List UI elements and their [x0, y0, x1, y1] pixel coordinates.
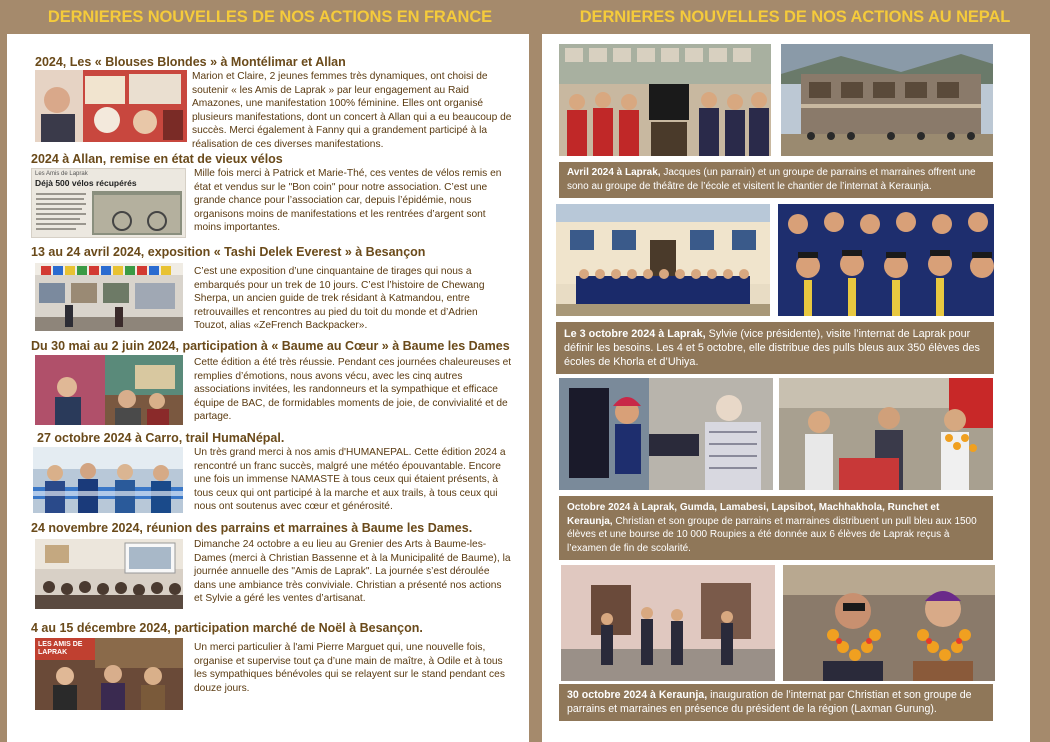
photo-reunion-parrains [35, 539, 183, 609]
caption-30-octobre-bold: 30 octobre 2024 à Keraunja, [567, 689, 708, 701]
caption-avril-bold: Avril 2024 à Laprak, [567, 167, 661, 178]
photo-remise-bourses [779, 378, 993, 490]
section-text-marche-noel: Un merci particulier à l'ami Pierre Marguet qui, une nouvelle fois, organise et supervise tout ça d’une main de maître, à Odile et à tous les sympathiques bénévoles qui se relayent sur le stand pendant ces douze jours. [194, 642, 505, 694]
caption-3-octobre-2024 [556, 322, 994, 374]
france-panel [7, 34, 529, 742]
photo-distribution-pulls [559, 378, 773, 490]
stand-banner: LES AMIS DE LAPRAK [38, 641, 83, 656]
section-title-blouses: 2024, Les « Blouses Blondes » à Montélimar et Allan [35, 55, 346, 69]
caption-avril-text: Jacques (un parrain) et un groupe de parrains et marraines offrent une sono au groupe de théâtre de l’école et visitent le chantier de l’internat à Keraunja. [567, 167, 976, 192]
photo-baume-au-coeur [35, 355, 183, 425]
photo-trail-humanepal [33, 447, 183, 513]
photo-inauguration-colliers [783, 565, 995, 681]
section-title-carro: 27 octobre 2024 à Carro, trail HumaNépal. [37, 431, 285, 445]
clipping-title: Déjà 500 vélos récupérés [35, 178, 137, 188]
caption-avril-2024 [559, 162, 993, 198]
clipping-header: Les Amis de Laprak [35, 171, 88, 177]
caption-3-octobre-bold: Le 3 octobre 2024 à Laprak, [564, 328, 706, 340]
section-text-reunion: Dimanche 24 octobre a eu lieu au Grenier des Arts à Baume-les-Dames (merci à Christian Bassenne et à la Municipalité de Baume), la journée annuelle des "Amis de Laprak". La journée s’est déroulée dans une ambiance très conviviale. Christian a présenté nos actions et Sylvie a géré les ventes d’artisanat. [194, 539, 511, 605]
section-text-exposition: C’est une exposition d’une cinquantaine de tirages qui nous a embarqués pour un trek de 10 jours. C’est l’histoire de Chewang Sherpa, un ancien guide de trek résidant à Katmandou, entre retrouvailles et rencontres au pied du toit du monde et d’Adrien Touzot, alias «ZeFrench Backpacker». [194, 266, 485, 332]
caption-octobre-bold: Octobre 2024 à Laprak, Gumda, Lamabesi, Lapsibot, Machhakhola, Runchet et Keraunja, [567, 502, 940, 527]
photo-velos-clipping [31, 168, 186, 238]
photo-internat-laprak-group [556, 204, 770, 316]
section-text-carro: Un très grand merci à nos amis d'HUMANEPAL. Cette édition 2024 a rencontré un franc succès, malgré une météo épouvantable. Encore une fois un immense NAMASTE à tous ceux qui étaient présents, à tous ceux qui ont participé à la marche et aux trails, à tous ceux qui nous ont soutenus avec cœur et générosité. [194, 447, 506, 513]
caption-30-octobre-2024 [559, 684, 993, 721]
caption-30-octobre-text: inauguration de l’internat par Christian et son groupe de parrains et marraines en présence du président de la région (Laxman Gurung). [567, 689, 972, 715]
section-title-reunion: 24 novembre 2024, réunion des parrains et marraines à Baume les Dames. [31, 521, 473, 535]
photo-keraunja-chantier [781, 44, 993, 156]
section-title-marche-noel: 4 au 15 décembre 2024, participation marché de Noël à Besançon. [31, 621, 423, 635]
photo-exposition [35, 263, 183, 331]
section-title-baume-coeur: Du 30 mai au 2 juin 2024, participation à « Baume au Cœur » à Baume les Dames [31, 339, 510, 353]
section-text-baume-coeur: Cette édition a été très réussie. Pendant ces journées chaleureuses et remplies d’émotions, nous avons vécu, avec les cinq autres associations invitées, les randonneurs et la sympathique et efficace équipe de BAC, de formidables moments de joie, de convivialité et de partage. [194, 357, 512, 423]
nepal-header: DERNIERES NOUVELLES DE NOS ACTIONS AU NEPAL [579, 8, 1011, 26]
section-title-exposition: 13 au 24 avril 2024, exposition « Tashi Delek Everest » à Besançon [31, 245, 426, 259]
photo-laprak-theatre-sono [559, 44, 771, 156]
photo-internat-keraunja-interieur [561, 565, 775, 681]
section-text-velos: Mille fois merci à Patrick et Marie-Thé, ces ventes de vélos remis en état et vendus sur le "Bon coin" pour notre association. C’est une grande chance pour l’association car, depuis l’épidémie, nous organisons moins de manifestations et les rentrées d’argent sont moins importantes. [194, 168, 502, 234]
caption-3-octobre-text: Sylvie (vice présidente), visite l’internat de Laprak pour définir les besoins. Les 4 et 5 octobre, elle distribue des pulls bleus aux 350 élèves des écoles de Khorla et d’Uhiya. [564, 328, 980, 368]
caption-octobre-text: Christian et son groupe de parrains et marraines distribuent un pull bleu aux 1500 élèves et une bourse de 10 000 Roupies a été donnée aux 6 élèves de Laprak reçus à l’examen de fin de scolarité. [567, 515, 977, 554]
section-text-blouses: Marion et Claire, 2 jeunes femmes très dynamiques, ont choisi de soutenir « les Amis de Laprak » par leur engagement au Raid Amazones, une manifestation 100% féminine. Elles ont organisé plusieurs manifestations, dont un concert à Allan qui a eu beaucoup de succès. Merci également à Fanny qui a grandement participé à la réalisation de ces diverses manifestations. [192, 71, 512, 150]
photo-eleves-pulls-bleus [778, 204, 994, 316]
caption-octobre-2024 [559, 496, 993, 560]
photo-blouses-blondes [35, 70, 187, 142]
photo-marche-noel [35, 638, 183, 710]
france-header: DERNIERES NOUVELLES DE NOS ACTIONS EN FRANCE [47, 8, 493, 26]
section-title-velos: 2024 à Allan, remise en état de vieux vélos [31, 152, 283, 166]
nepal-panel [542, 34, 1030, 742]
